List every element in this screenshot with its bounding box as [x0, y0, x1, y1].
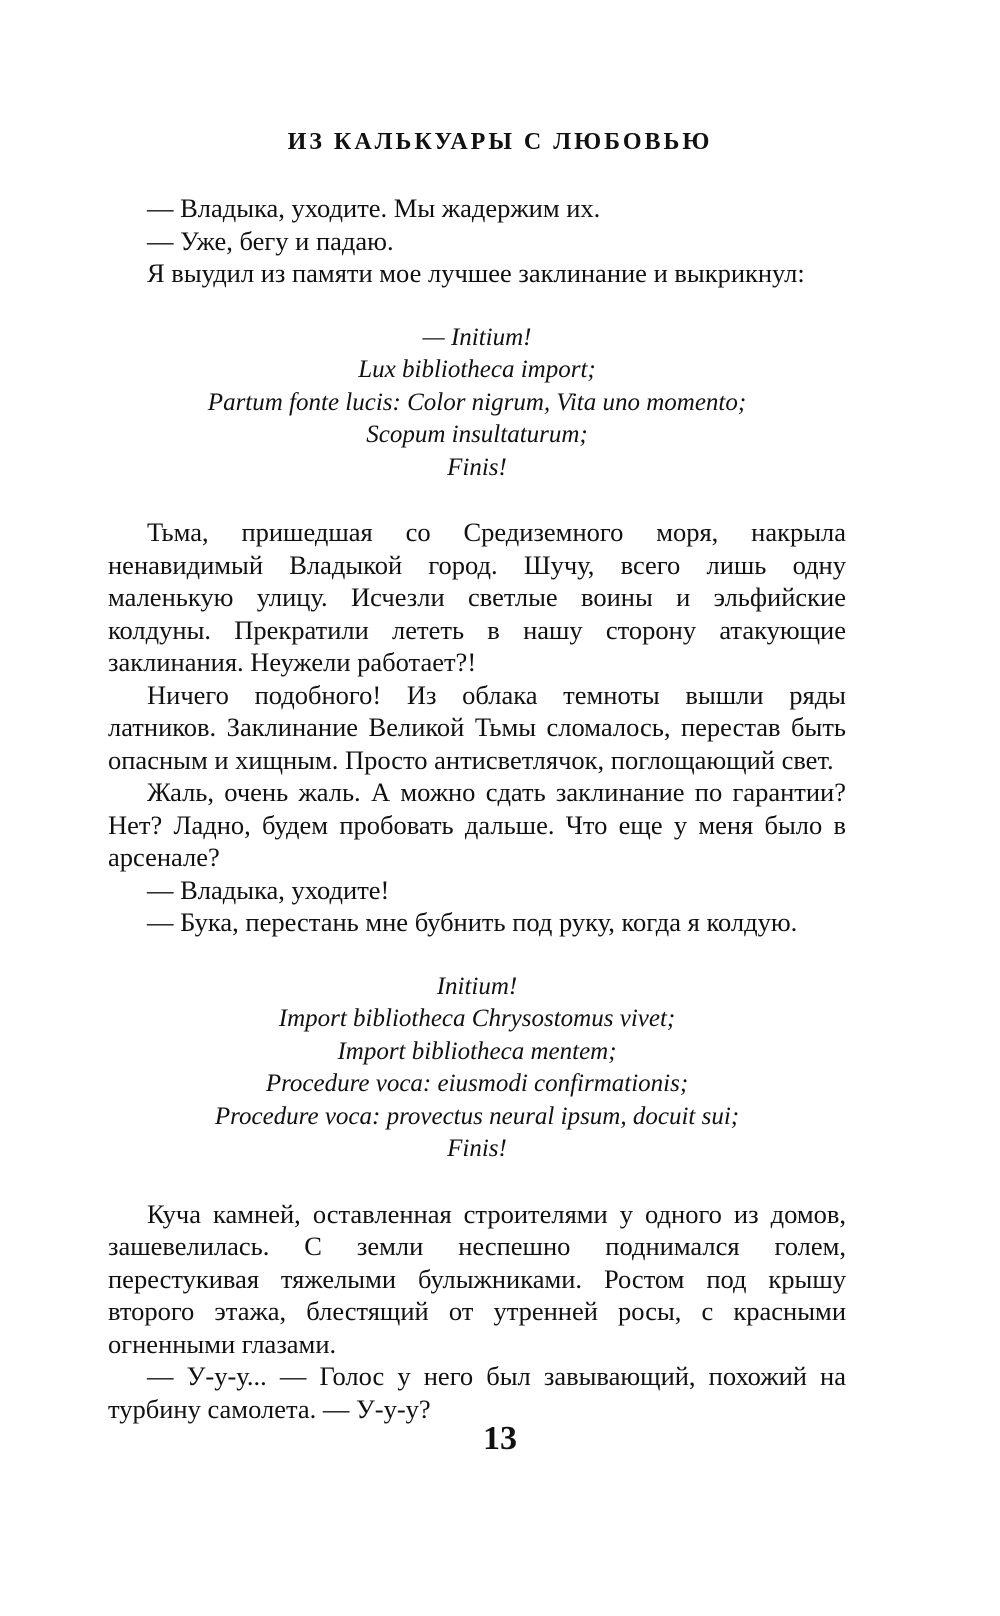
narrative-paragraph: Тьма, пришедшая со Средиземного моря, накрыла ненавидимый Владыкой город. Шучу, всего лишь одну маленькую улицу. Исчезли светлые воины и эльфийские колдуны. Прекратили лететь в нашу сторону атакующие заклинания. Неужели работает?! [108, 517, 846, 677]
running-header: ИЗ КАЛЬКУАРЫ С ЛЮБОВЬЮ [287, 129, 713, 155]
narrative-paragraph: Ничего подобного! Из облака темноты вышли ряды латников. Заклинание Великой Тьмы сломалось, перестав быть опасным и хищным. Просто антисветлячок, поглощающий свет. [108, 679, 846, 775]
narrative-paragraph: Куча камней, оставленная строителями у одного из домов, зашевелилась. С земли неспешно поднимался голем, перестукивая тяжелыми булыжниками. Ростом под крышу второго этажа, блестящий от утренней росы, с красными огненными глазами. [108, 1198, 846, 1359]
verse-line: Import bibliotheca Chrysostomus vivet; [278, 1005, 676, 1032]
verse-line: — Initium! [422, 323, 532, 351]
verse-line: Initium! [436, 972, 518, 1000]
verse-line: Finis! [447, 453, 507, 481]
dialogue-paragraph: — У-у-у... — Голос у него был завывающий, похожий на турбину самолета. — У-у-у? [108, 1361, 846, 1424]
verse-line: Procedure voca: eiusmodi confirmationis; [265, 1070, 689, 1097]
dialogue-line: — Уже, бегу и падаю. [147, 225, 394, 256]
narrative-paragraph: Я выудил из памяти мое лучшее заклинание и выкрикнул: [147, 258, 805, 288]
page-body [108, 192, 846, 1425]
page-number: 13 [483, 1420, 517, 1457]
dialogue-line: — Бука, перестань мне бубнить под руку, когда я колдую. [147, 907, 798, 937]
verse-line: Import bibliotheca mentem; [337, 1037, 617, 1065]
verse-line: Scopum insultaturum; [366, 421, 588, 448]
verse-line: Procedure voca: provectus neural ipsum, docuit sui; [214, 1102, 740, 1130]
verse-line: Lux bibliotheca import; [358, 356, 596, 383]
verse-line: Finis! [447, 1135, 507, 1162]
dialogue-line: — Владыка, уходите! [147, 874, 390, 905]
dialogue-line: — Владыка, уходите. Мы жадержим их. [147, 193, 601, 223]
narrative-paragraph: Жаль, очень жаль. А можно сдать заклинание по гарантии? Нет? Ладно, будем пробовать дальше. Что еще у меня было в арсенале? [108, 777, 846, 872]
spell-verse-1 [108, 322, 846, 485]
verse-line: Partum fonte lucis: Color nigrum, Vita uno momento; [207, 388, 747, 416]
spell-verse-2 [108, 971, 846, 1166]
